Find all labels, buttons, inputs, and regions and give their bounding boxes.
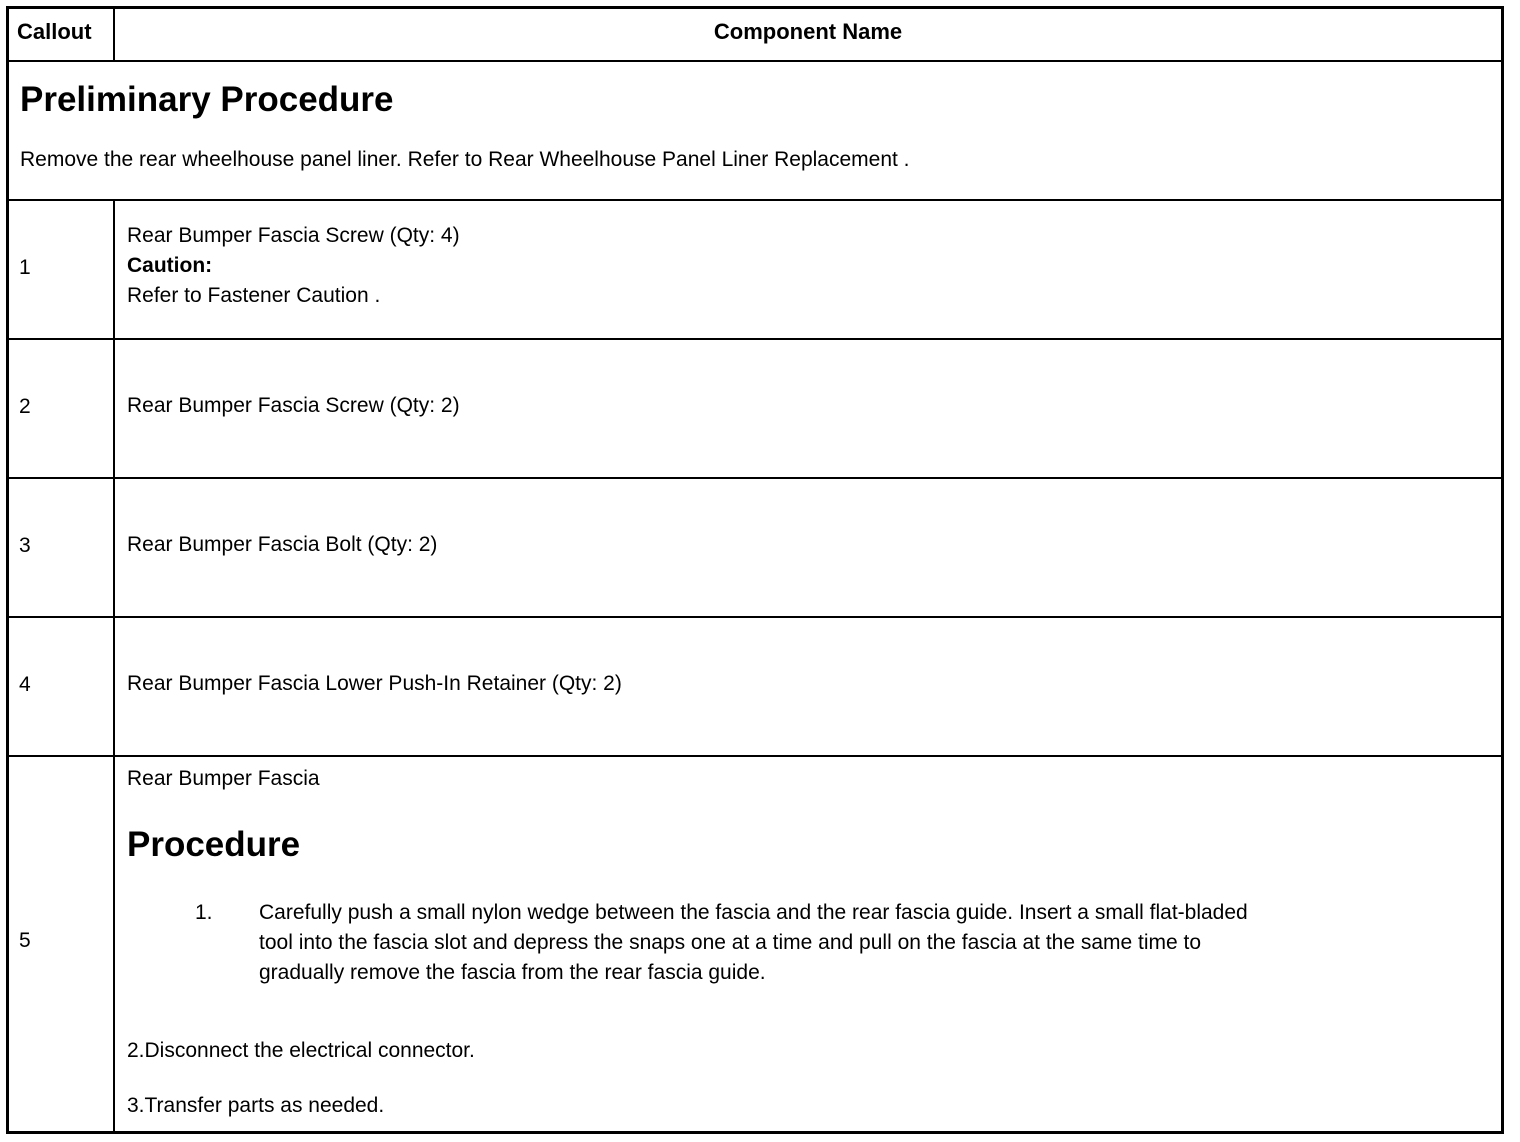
callout-number: 4 <box>19 673 31 696</box>
component-cell <box>115 479 1501 616</box>
header-component-name: Component Name <box>713 19 903 44</box>
component-cell <box>115 618 1501 755</box>
table-row <box>9 618 1501 757</box>
procedure-table <box>6 6 1504 1134</box>
callout-number: 2 <box>19 395 31 418</box>
procedure-title: Procedure <box>127 825 301 864</box>
step-1-line-2: tool into the fascia slot and depress the snaps one at a time and pull on the fascia at the same time to <box>259 931 1202 954</box>
step-1-line-1: Carefully push a small nylon wedge between the fascia and the rear fascia guide. Insert a small flat-bladed <box>259 901 1248 924</box>
callout-number: 5 <box>19 929 31 952</box>
header-callout-cell <box>9 9 115 60</box>
caution-text: Refer to Fastener Caution . <box>127 284 381 307</box>
component-name: Rear Bumper Fascia Lower Push-In Retainer (Qty: 2) <box>127 672 622 695</box>
table-row <box>9 201 1501 340</box>
caution-label: Caution: <box>127 254 213 277</box>
callout-number: 1 <box>19 256 31 279</box>
header-callout: Callout <box>17 19 92 44</box>
callout-number: 3 <box>19 534 31 557</box>
table-row <box>9 479 1501 618</box>
header-row <box>9 9 1501 62</box>
callout-cell <box>9 340 115 477</box>
component-cell <box>115 201 1501 338</box>
step-number: 1. <box>195 901 213 924</box>
component-name: Rear Bumper Fascia <box>127 767 320 790</box>
callout-cell <box>9 618 115 755</box>
component-cell <box>115 340 1501 477</box>
preliminary-row <box>9 62 1501 201</box>
step-1-line-3: gradually remove the fascia from the rear fascia guide. <box>259 961 766 984</box>
preliminary-text: Remove the rear wheelhouse panel liner. Refer to Rear Wheelhouse Panel Liner Replacement . <box>20 148 910 171</box>
step-3: 3.Transfer parts as needed. <box>127 1094 385 1117</box>
component-cell <box>115 757 1501 1131</box>
callout-cell <box>9 479 115 616</box>
step-2: 2.Disconnect the electrical connector. <box>127 1039 475 1062</box>
callout-cell <box>9 201 115 338</box>
component-name: Rear Bumper Fascia Bolt (Qty: 2) <box>127 533 438 556</box>
callout-cell <box>9 757 115 1131</box>
component-name: Rear Bumper Fascia Screw (Qty: 2) <box>127 394 460 417</box>
table-row <box>9 757 1501 1131</box>
table-row <box>9 340 1501 479</box>
component-name: Rear Bumper Fascia Screw (Qty: 4) <box>127 224 460 247</box>
preliminary-title: Preliminary Procedure <box>20 80 394 119</box>
header-component-cell <box>115 9 1501 60</box>
